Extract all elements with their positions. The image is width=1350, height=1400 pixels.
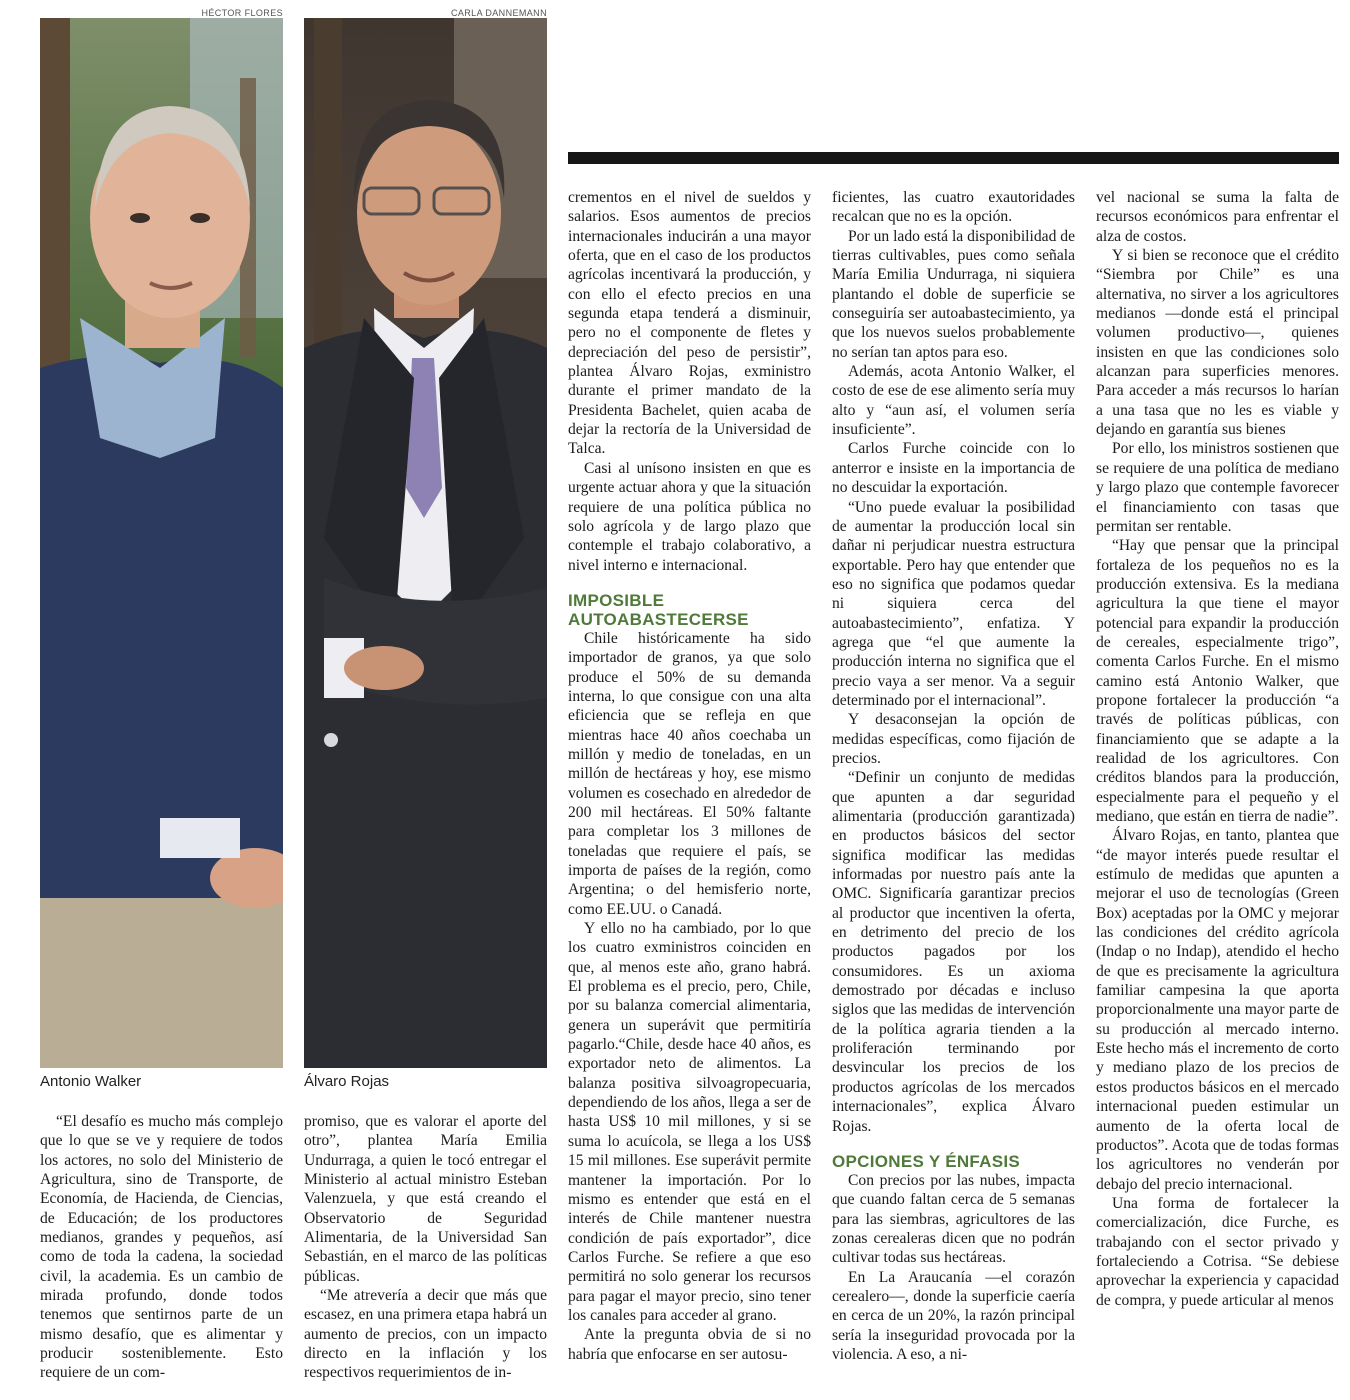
portrait-alvaro-rojas <box>304 18 547 1068</box>
article-column-2 <box>304 1112 547 1383</box>
article-column-4 <box>832 188 1075 1364</box>
article-paragraph: Por un lado está la disponibilidad de tierras cultivables, pues como señala María Emilia Undurraga, ni siquiera plantando el doble de superficie se conseguiría ser autoabastecimiento, ya que los nuevos suelos probablemente no serían tan aptos para eso. <box>832 227 1075 361</box>
article-paragraph: “Me atrevería a decir que más que escasez, en una primera etapa habrá un aumento de precios, con un impacto directo en la inflación y los respectivos requerimientos de in- <box>304 1287 547 1382</box>
article-paragraph: Casi al unísono insisten en que es urgente actuar ahora y que la situación requiere de una política pública no solo agrícola y de largo plazo que contemple el trabajo colaborativo, a nivel interno e internacional. <box>568 459 811 574</box>
article-paragraph: Y ello no ha cambiado, por lo que los cuatro exministros coinciden en que, al menos este año, grano habrá. El problema es el precio, pero, Chile, por su balanza comercial alimentaria, genera un superávit que permitiría pagarlo.“Chile, desde hace 40 años, es exportador neto de alimentos. La balanza positiva silvoagropecuaria, dependiendo de los años, llega a ser de hasta US$ 10 mil millones, y si se suma lo acuícola, se llega a los US$ 15 mil millones. Ese superávit permite mantener la importación. Por lo mismo es entender que está en el interés de Chile mantener nuestra condición de país exportador”, dice Carlos Furche. Se refiere a que eso permitirá no solo generar los recursos para pagar el mayor precio, sino tener los canales para acceder al grano. <box>568 920 811 1324</box>
article-paragraph: Además, acota Antonio Walker, el costo de ese de ese alimento sería muy alto y “aun así, el volumen sería insuficiente”. <box>832 363 1075 439</box>
portrait-antonio-walker <box>40 18 283 1068</box>
article-column-1 <box>40 1112 283 1383</box>
article-column-5 <box>1096 188 1339 1310</box>
article-paragraph: crementos en el nivel de sueldos y salarios. Esos aumentos de precios internacionales inducirán a una mayor oferta, que en el caso de los productos agrícolas incentivará la producción, y con ello el efecto precios en una segunda etapa tenderá a disminuir, pero no el componente de fletes y depreciación del peso de persistir”, plantea Álvaro Rojas, exministro durante el primer mandato de la Presidenta Bachelet, quien acaba de dejar la rectoría de la Universidad de Talca. <box>568 189 811 458</box>
article-paragraph: Y desaconsejan la opción de medidas específicas, como fijación de precios. <box>832 711 1075 767</box>
article-paragraph: vel nacional se suma la falta de recursos económicos para enfrentar el alza de costos. <box>1096 189 1339 245</box>
photo-caption-2: Álvaro Rojas <box>304 1073 390 1090</box>
article-paragraph: “Hay que pensar que la principal fortaleza de los pequeños no es la producción extensiva. Es la mediana agricultura la que tiene el mayor potencial para expandir la producción de cereales, especialmente trigo”, comenta Carlos Furche. En el mismo camino está Antonio Walker, que propone fortalecer la producción “a través de políticas públicas, con financiamiento que se adapte a la realidad de los agricultores. Con créditos blandos para la producción, especialmente para el pequeño y el mediano, que están en tierra de nadie”. <box>1096 537 1339 825</box>
article-paragraph: ficientes, las cuatro exautoridades recalcan que no es la opción. <box>832 189 1075 226</box>
section-rule <box>568 152 1339 164</box>
article-paragraph: Una forma de fortalecer la comercialización, dice Furche, es trabajando con el sector privado y fortaleciendo a Cotrisa. “Se debiese aprovechar la experiencia y capacidad de compra, y puede articular al menos <box>1096 1194 1339 1309</box>
article-paragraph: “Definir un conjunto de medidas que apunten a dar seguridad alimentaria (producción garantizada) en productos básicos del sector significa modificar las medidas informadas por nuestro país ante la OMC. Significaría garantizar precios al productor que incentiven la oferta, en detrimento del precio de los productos pagados por los consumidores. Es un axioma demostrado por décadas e incluso siglos que las medidas de intervención de la política agraria tienden a la proliferación terminando por desvincular los precios de los productos agrícolas de los mercados internacionales”, explica Álvaro Rojas. <box>832 769 1075 1135</box>
article-paragraph: “Uno puede evaluar la posibilidad de aumentar la producción local sin dañar ni perjudicar nuestra estructura exportable. Pero hay que entender que eso no significa que podamos quedar ni siquiera cerca del autoabastecimiento”, enfatiza. Y agrega que “el que aumente la producción interna no significa que el precio vaya a ser menor. Va a seguir determinado por el internacional”. <box>832 498 1075 709</box>
photo-credit-2: CARLA DANNEMANN <box>450 8 547 18</box>
article-paragraph: “El desafío es mucho más complejo que lo que se ve y requiere de todos los actores, no solo del Ministerio de Agricultura, sino de Transporte, de Economía, de Hacienda, de Ciencias, de Educación; de los productores medianos, grandes y pequeños, así como de toda la cadena, la sociedad civil, la academia. Es un cambio de mirada profundo, donde todos tenemos que sentirnos parte de un mismo desafío, que es alimentar y producir sosteniblemente. Esto requiere de un com- <box>40 1113 283 1382</box>
article-paragraph: Carlos Furche coincide con lo anterror e insiste en la importancia de no descuidar la exportación. <box>832 440 1075 497</box>
photo-credit-1: HÉCTOR FLORES <box>201 8 283 18</box>
article-paragraph: Por ello, los ministros sostienen que se requiere de una política de mediano y largo plazo que contemple favorecer el financiamiento con tasas que permitan ser rentable. <box>1096 440 1339 535</box>
photo-caption-1: Antonio Walker <box>40 1073 142 1090</box>
article-paragraph: Con precios por las nubes, impacta que cuando faltan cerca de 5 semanas para las siembras, agricultores de las zonas cerealeras dicen que no podrán cultivar todas sus hectáreas. <box>832 1171 1075 1267</box>
section-subheading: OPCIONES Y ÉNFASIS <box>832 1151 1021 1171</box>
article-column-3 <box>568 188 811 1364</box>
article-paragraph: Álvaro Rojas, en tanto, plantea que “de mayor interés puede resultar el estímulo de medidas que apunten a mejorar el uso de tecnologías (Green Box) aceptadas por la OMC y mejorar las condiciones del crédito agrícola (Indap o no Indap), atendido el hecho de que es precisamente la agricultura familiar campesina la que aporta proporcionalmente una mayor parte de su producción al mercado interno. Este hecho más el incremento de corto y mediano plazo de los precios de estos productos básicos en el mercado internacional pueden estimular un aumento de la oferta local de productos”. Acota que de todas formas los agricultores no venderán por debajo del precio internacional. <box>1096 827 1339 1193</box>
article-paragraph: Chile históricamente ha sido importador de granos, ya que solo produce el 50% de su demanda interna, lo que consigue con una alta eficiencia que se refleja en que mientras hace 40 años coechaba un millón y medio de toneladas, en un millón de hectáreas y hoy, ese mismo volumen es cosechado en alrededor de 200 mil hectáreas. El 50% faltante para completar los 3 millones de toneladas que requiere el país, se importa de países de la región, como Argentina; o del hemisferio norte, como EE.UU. o Canadá. <box>568 629 811 918</box>
article-paragraph: Y si bien se reconoce que el crédito “Siembra por Chile” es una alternativa, no sirver a los agricultores medianos —donde está el principal volumen productivo—, quienes insisten en que las condiciones solo alcanzan para superficies menores. Para acceder a más recursos lo harían a una tasa que no les es viable y dejando en garantía sus bienes <box>1096 247 1339 439</box>
article-paragraph: En La Araucanía —el corazón cerealero—, donde la superficie caería en cerca de un 20%, la razón principal sería la inseguridad provocada por la violencia. A eso, a ni- <box>832 1268 1075 1363</box>
article-paragraph: promiso, que es valorar el aporte del otro”, plantea María Emilia Undurraga, a quien le tocó entregar el Ministerio al actual ministro Esteban Valenzuela, y que está creando el Observatorio de Seguridad Alimentaria, de la Universidad San Sebastián, en el marco de las políticas públicas. <box>304 1113 547 1285</box>
article-paragraph: Ante la pregunta obvia de si no habría que enfocarse en ser autosu- <box>568 1326 811 1363</box>
section-subheading: IMPOSIBLE AUTOABASTECERSE <box>568 590 749 629</box>
